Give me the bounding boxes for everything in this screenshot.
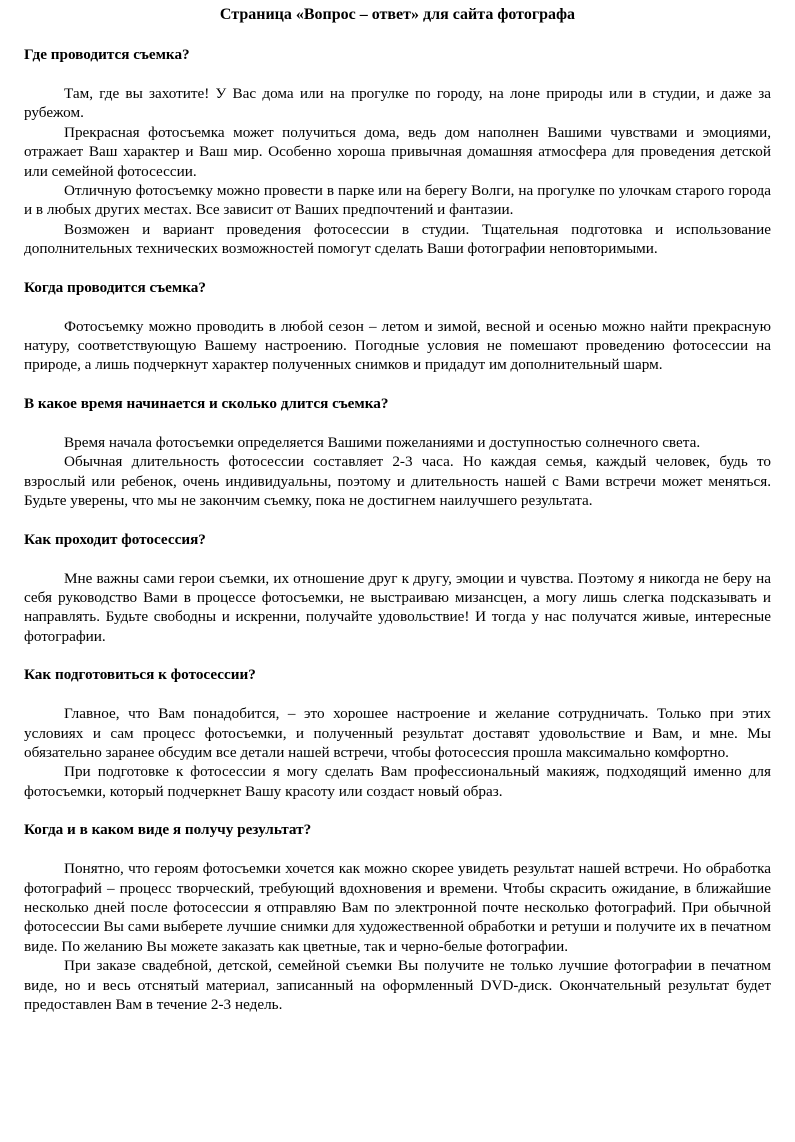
question-heading: Где проводится съемка?	[24, 46, 190, 63]
faq-section-result	[24, 820, 771, 1014]
answer-paragraph: Прекрасная фотосъемка может получиться дома, ведь дом наполнен Вашими чувствами и эмоциями, отражает Ваш характер и Ваш мир. Особенно хороша привычная домашняя атмосфера для проведения детской или семейной фотосессии.	[24, 123, 771, 180]
answer-paragraph: Понятно, что героям фотосъемки хочется как можно скорее увидеть результат нашей встречи. Но обработка фотографий – процесс творческий, требующий вдохновения и времени. Чтобы скрасить ожидание, в ближайшие несколько дней после фотосессии я отправляю Вам по электронной почте несколько фотографий. При обычной фотосессии Вы сами выберете лучшие снимки для художественной обработки и ретуши и получите их в печатном виде. По желанию Вы можете заказать как цветные, так и черно-белые фотографии.	[24, 860, 771, 955]
section-spacer	[24, 511, 771, 530]
question-heading: Как проходит фотосессия?	[24, 530, 206, 548]
answer-paragraph: Мне важны сами герои съемки, их отношение друг к другу, эмоции и чувства. Поэтому я никогда не беру на себя руководство Вами в процессе фотосъемки, не выстраиваю мизансцен, а могу лишь слегка подсказывать и направлять. Будьте свободны и искренни, получайте удовольствие! И тогда у нас получатся живые, интересные фотографии.	[24, 569, 771, 645]
answer-paragraph: Главное, что Вам понадобится, – это хорошее настроение и желание сотрудничать. Только при этих условиях и сам процесс фотосъемки, и полученный результат доставят удовольствие и Вам, и мне. Мы обязательно заранее обсудим все детали нашей встречи, чтобы фотосессия прошла максимально комфортно.	[24, 705, 771, 761]
answer-paragraph: При заказе свадебной, детской, семейной съемки Вы получите не только лучшие фотографии в печатном виде, но и весь отснятый материал, записанный на оформленный DVD-диск. Окончательный результат будет предоставлен Вам в течение 2-3 недель.	[24, 957, 771, 1013]
faq-section-when	[24, 278, 771, 375]
answer-paragraph: Там, где вы захотите! У Вас дома или на прогулке по городу, на лоне природы или в студии, и даже за рубежом.	[24, 85, 771, 122]
section-spacer	[24, 375, 771, 394]
answer-paragraph: Возможен и вариант проведения фотосессии в студии. Тщательная подготовка и использование дополнительных технических возможностей помогут сделать Ваши фотографии неповторимыми.	[24, 220, 771, 258]
section-spacer	[24, 259, 771, 278]
answer-paragraph: Фотосъемку можно проводить в любой сезон – летом и зимой, весной и осенью можно найти прекрасную натуру, соответствующую Вашему настроению. Погодные условия не помешают проведению фотосессии на природе, а лишь подчеркнут характер полученных снимков и придадут им дополнительный шарм.	[24, 317, 771, 374]
question-heading: В какое время начинается и сколько длится съемка?	[24, 394, 389, 412]
section-spacer	[24, 801, 771, 820]
answer-paragraph: При подготовке к фотосессии я могу сделать Вам профессиональный макияж, подходящий именно для фотосъемки, который подчеркнет Вашу красоту или создаст новый образ.	[24, 763, 771, 800]
faq-section-where	[24, 45, 771, 259]
section-spacer	[24, 646, 771, 665]
faq-section-prepare	[24, 665, 771, 801]
question-heading: Когда проводится съемка?	[24, 278, 206, 296]
faq-section-process	[24, 530, 771, 647]
answer-paragraph: Обычная длительность фотосессии составляет 2-3 часа. Но каждая семья, каждый человек, будь то взрослый или ребенок, очень индивидуальны, поэтому и длительность нашей с Вами встречи может меняться. Будьте уверены, что мы не закончим съемку, пока не достигнем наилучшего результата.	[24, 453, 771, 510]
question-heading: Как подготовиться к фотосессии?	[24, 666, 256, 684]
question-heading: Когда и в каком виде я получу результат?	[24, 821, 312, 839]
answer-paragraph: Отличную фотосъемку можно провести в парке или на берегу Волги, на прогулке по улочкам старого города и в любых других местах. Все зависит от Ваших предпочтений и фантазии.	[24, 182, 771, 219]
page-title: Страница «Вопрос – ответ» для сайта фотографа	[219, 6, 576, 23]
faq-section-time	[24, 394, 771, 511]
answer-paragraph: Время начала фотосъемки определяется Вашими пожеланиями и доступностью солнечного света.	[64, 433, 701, 451]
